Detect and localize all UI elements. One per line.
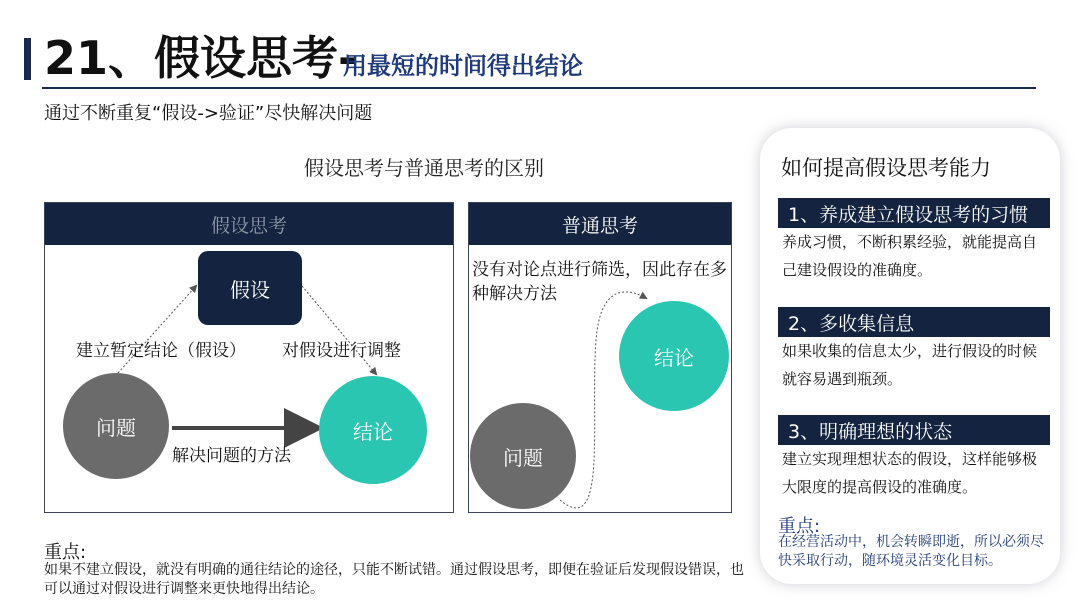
- page-subtitle: 用最短的时间得出结论: [343, 52, 583, 80]
- lead-text: 通过不断重复“假设->验证”尽快解决问题: [44, 103, 373, 124]
- tip-1-heading: 1、养成建立假设思考的习惯: [778, 198, 1050, 228]
- conclusion-node-left: 结论: [319, 376, 427, 484]
- tip-2-body: 如果收集的信息太少，进行假设的时候就容易遇到瓶颈。: [782, 342, 1038, 388]
- keypoint-body: 如果不建立假设，就没有明确的通往结论的途径，只能不断试错。通过假设思考，即便在验证后发现假设错误，也可以通过对假设进行调整来更快地得出结论。: [44, 562, 744, 597]
- page-title: 21、假设思考-: [44, 31, 358, 85]
- keypoint-title: 重点:: [44, 542, 87, 563]
- card-keypoint-title: 重点:: [778, 516, 821, 537]
- hypothesis-thinking-header: 假设思考: [45, 203, 453, 245]
- hypothesis-node: 假设: [198, 251, 302, 325]
- ordinary-thinking-note: 没有对论点进行筛选，因此存在多种解决方法: [472, 260, 727, 304]
- diagram-heading: 假设思考与普通思考的区别: [304, 156, 544, 180]
- tip-3-body: 建立实现理想状态的假设，这样能够极大限度的提高假设的准确度。: [782, 450, 1038, 496]
- tip-3-heading: 3、明确理想的状态: [778, 415, 1050, 445]
- tip-2-heading: 2、多收集信息: [778, 307, 1050, 337]
- ordinary-thinking-header: 普通思考: [469, 203, 731, 245]
- tips-card-title: 如何提高假设思考能力: [781, 156, 991, 180]
- conclusion-node-right: 结论: [619, 301, 729, 411]
- solution-method-label: 解决问题的方法: [172, 446, 291, 466]
- build-hypothesis-label: 建立暂定结论（假设）: [76, 341, 246, 361]
- problem-node-left: 问题: [63, 373, 169, 479]
- problem-node-right: 问题: [470, 403, 576, 509]
- card-keypoint-body: 在经营活动中，机会转瞬即逝，所以必须尽快采取行动，随环境灵活变化目标。: [778, 534, 1044, 569]
- tip-1-body: 养成习惯，不断积累经验，就能提高自己建设假设的准确度。: [782, 233, 1038, 279]
- adjust-hypothesis-label: 对假设进行调整: [282, 341, 401, 361]
